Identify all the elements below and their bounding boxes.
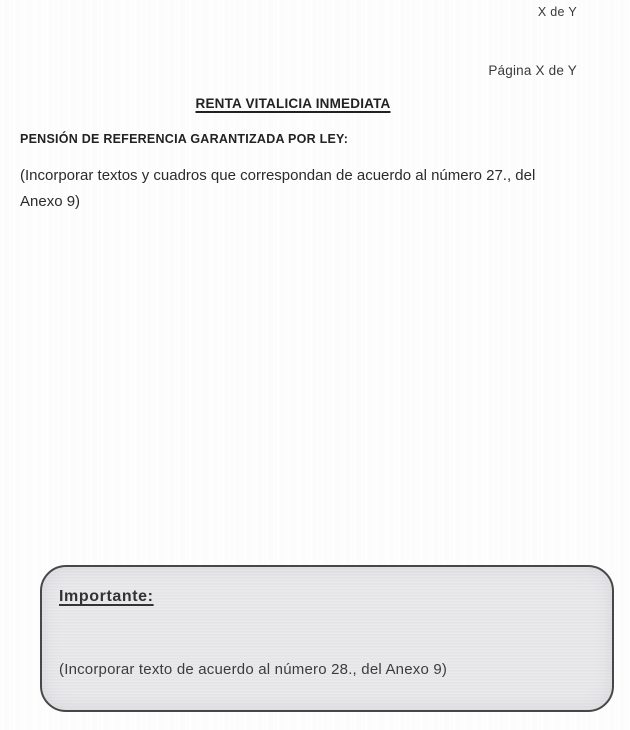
- header-page-marker: Página X de Y: [488, 63, 577, 78]
- important-box-paragraph: (Incorporar texto de acuerdo al número 28., del Anexo 9): [59, 661, 448, 678]
- important-box-heading: Importante:: [59, 588, 154, 605]
- important-box: [40, 565, 614, 712]
- header-sheet-marker: X de Y: [537, 5, 577, 19]
- document-title: RENTA VITALICIA INMEDIATA: [195, 96, 391, 111]
- placeholder-paragraph: (Incorporar textos y cuadros que correspondan de acuerdo al número 27., del Anexo 9): [20, 167, 536, 210]
- section-heading: PENSIÓN DE REFERENCIA GARANTIZADA POR LEY:: [20, 132, 349, 146]
